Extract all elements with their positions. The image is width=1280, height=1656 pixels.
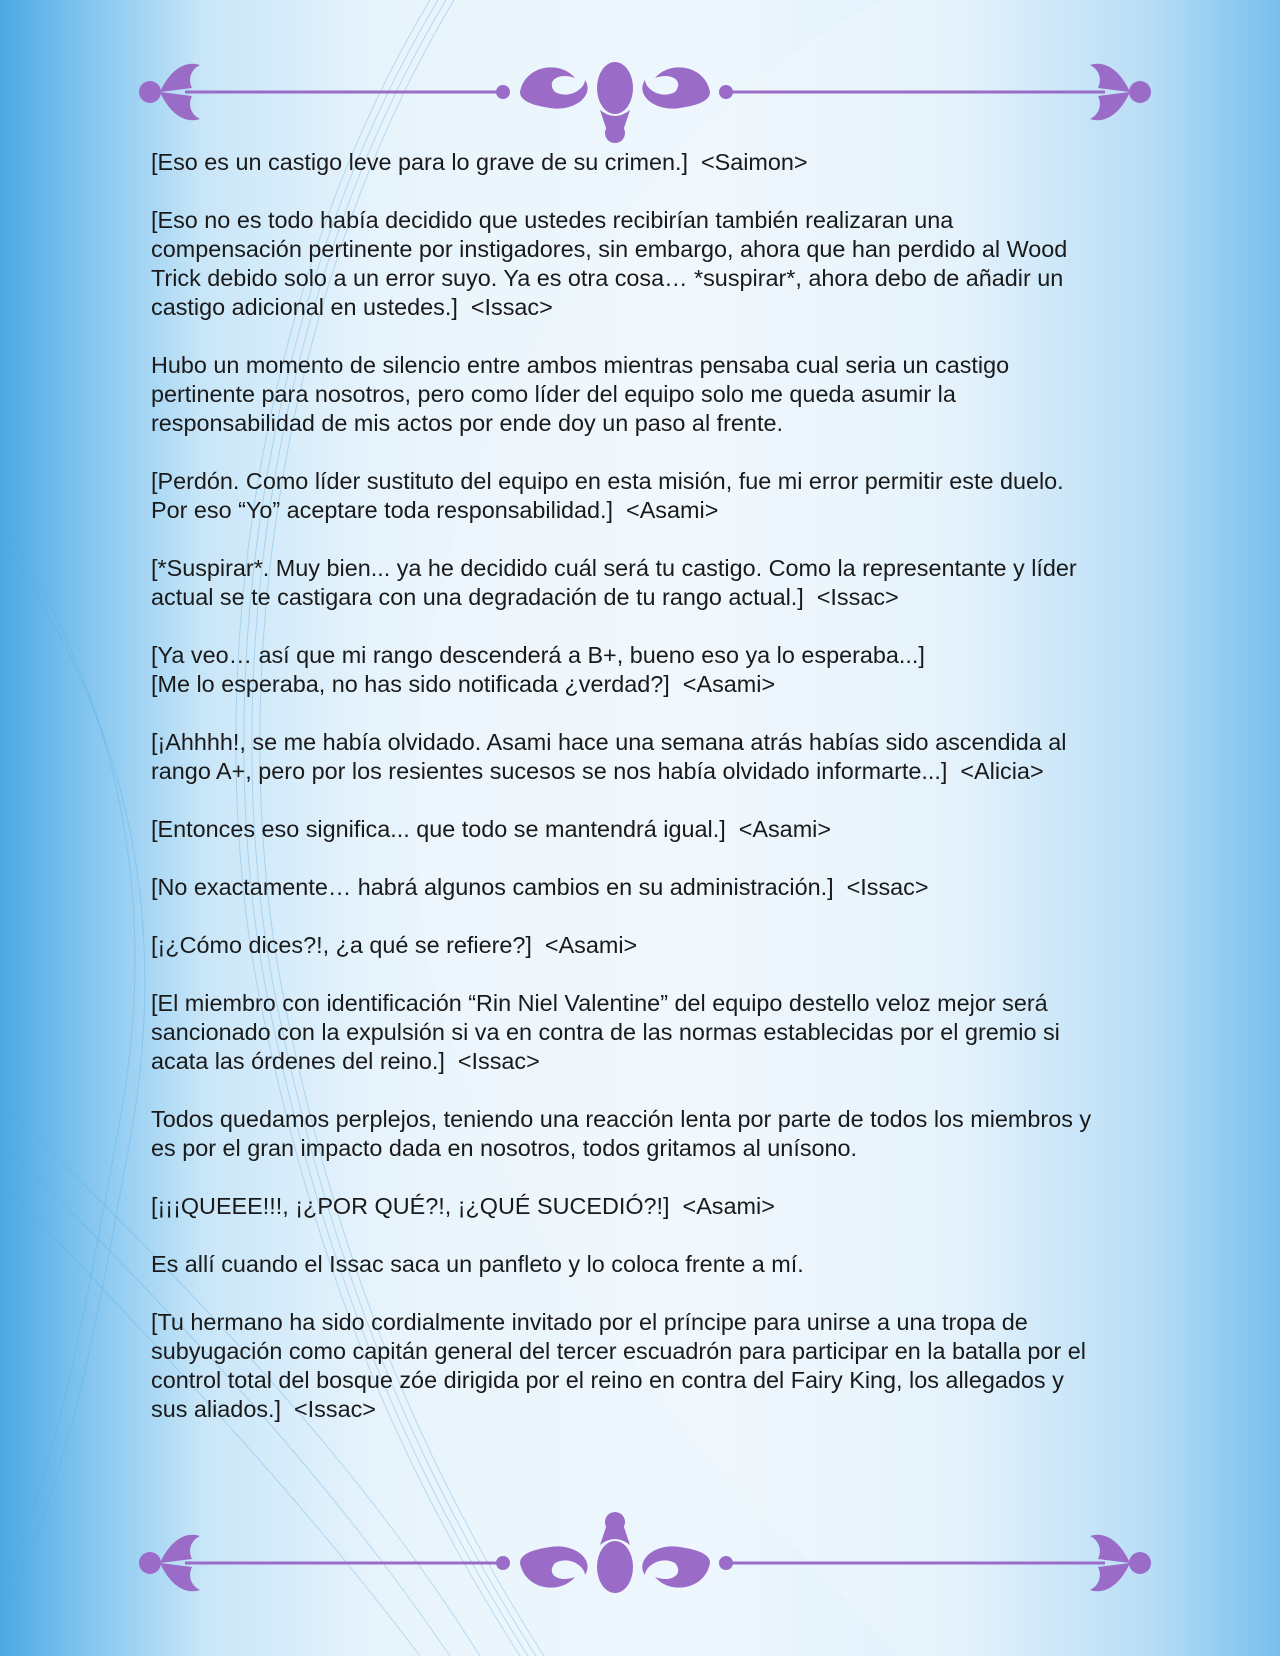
paragraph: [Tu hermano ha sido cordialmente invitado por el príncipe para unirse a una tropa de subyugación como capitán general del tercer escuadrón para participar en la batalla por el control total del bosque zóe dirigida por el reino en contra del Fairy King, los allegados y sus aliados.] <Issac> (151, 1309, 1093, 1422)
paragraph: [Eso es un castigo leve para lo grave de su crimen.] <Saimon> (151, 149, 808, 175)
top-ornament-divider (130, 40, 1160, 150)
paragraph: Todos quedamos perplejos, teniendo una reacción lenta por parte de todos los miembros y es por el gran impacto dada en nosotros, todos gritamos al unísono. (151, 1106, 1098, 1161)
paragraph: [Eso no es todo había decidido que ustedes recibirían también realizaran una compensación pertinente por instigadores, sin embargo, ahora que han perdido al Wood Trick debido solo a un error suyo. Ya es otra cosa… *suspirar*, ahora debo de añadir un castigo adicional en ustedes.] <Issac> (151, 207, 1074, 320)
paragraph: [Ya veo… así que mi rango descenderá a B+, bueno eso ya lo esperaba...] [Me lo esperaba, no has sido notificada ¿verdad?] <Asami> (151, 642, 925, 697)
paragraph: Es allí cuando el Issac saca un panfleto y lo coloca frente a mí. (151, 1251, 804, 1277)
paragraph: [No exactamente… habrá algunos cambios en su administración.] <Issac> (151, 874, 929, 900)
paragraph: [¡Ahhhh!, se me había olvidado. Asami hace una semana atrás habías sido ascendida al rango A+, pero por los resientes sucesos se nos había olvidado informarte...] <Alicia> (151, 729, 1073, 784)
paragraph: [¡¿Cómo dices?!, ¿a qué se refiere?] <Asami> (151, 932, 638, 958)
paragraph: Hubo un momento de silencio entre ambos mientras pensaba cual seria un castigo pertinente para nosotros, pero como líder del equipo solo me queda asumir la responsabilidad de mis actos por ende doy un paso al frente. (151, 352, 1016, 436)
bottom-ornament-divider (130, 1505, 1160, 1615)
paragraph: [Entonces eso significa... que todo se mantendrá igual.] <Asami> (151, 816, 832, 842)
paragraph: [El miembro con identificación “Rin Niel Valentine” del equipo destello veloz mejor será sancionado con la expulsión si va en contra de las normas establecidas por el gremio si acata las órdenes del reino.] <Issac> (151, 990, 1067, 1074)
story-text (151, 148, 1101, 1453)
paragraph: [Perdón. Como líder sustituto del equipo en esta misión, fue mi error permitir este duelo. Por eso “Yo” aceptare toda responsabilidad.] <Asami> (151, 468, 1071, 523)
paragraph: [¡¡¡QUEEE!!!, ¡¿POR QUÉ?!, ¡¿QUÉ SUCEDIÓ?!] <Asami> (151, 1193, 775, 1219)
paragraph: [*Suspirar*. Muy bien... ya he decidido cuál será tu castigo. Como la representante y líder actual se te castigara con una degradación de tu rango actual.] <Issac> (151, 555, 1084, 610)
